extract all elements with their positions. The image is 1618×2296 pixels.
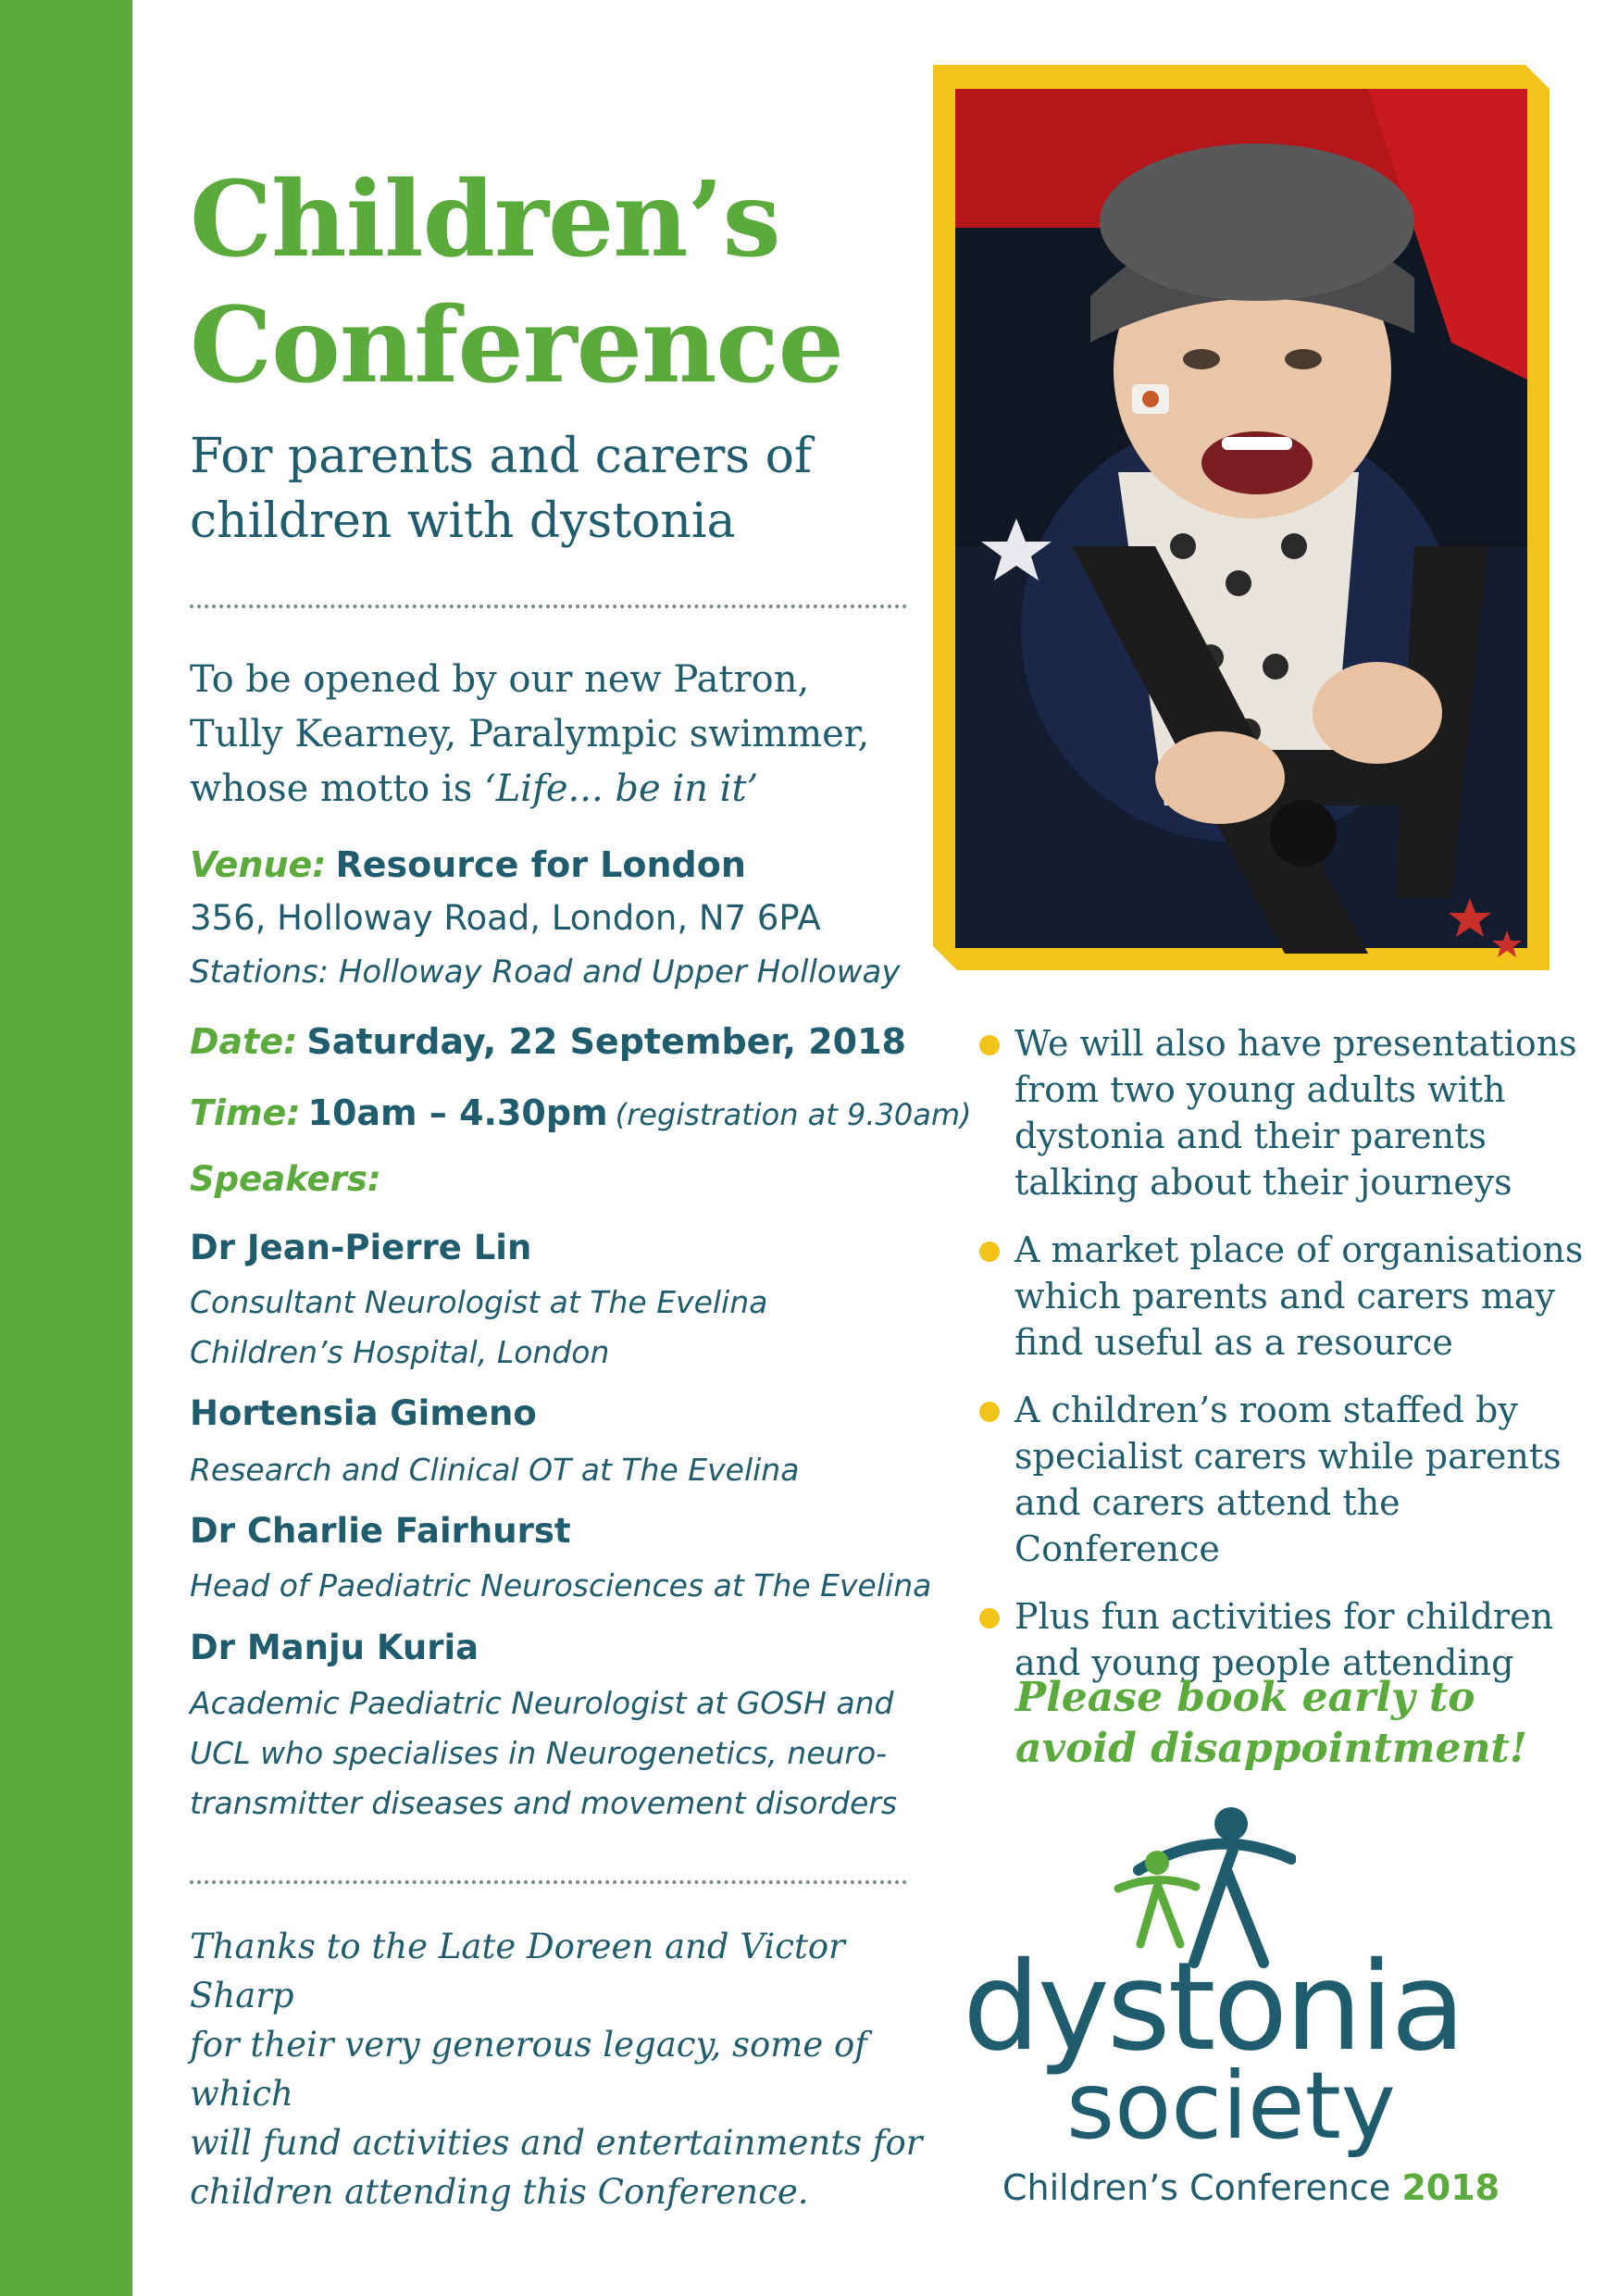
side-color-bar (0, 0, 132, 2296)
date-row (190, 1021, 906, 1062)
notice-line: Please book early to (1015, 1674, 1475, 1721)
opening-line-1: To be opened by our new Patron, (190, 658, 810, 701)
time-note: (registration at 9.30am) (615, 1097, 972, 1132)
thanks-line: children attending this Conference. (190, 2172, 809, 2212)
list-item-line: We will also have presentations (1014, 1023, 1577, 1064)
thanks-paragraph (190, 1922, 949, 2216)
speaker-role (190, 1561, 949, 1611)
logo-caption-text: Children’s Conference (1002, 2167, 1391, 2208)
speaker-role-line: Research and Clinical OT at The Evelina (190, 1452, 800, 1488)
speaker-role-line: UCL who specialises in Neurogenetics, neuro- (190, 1735, 888, 1771)
venue-row (190, 844, 746, 885)
speaker-role (190, 1445, 949, 1495)
time-label: Time: (190, 1092, 301, 1133)
speaker-role-line: Head of Paediatric Neurosciences at The Evelina (190, 1567, 932, 1603)
list-item-line: and young people attending (1014, 1642, 1514, 1683)
time-value: 10am – 4.30pm (307, 1092, 608, 1133)
title-line-1: Children’s (190, 159, 780, 281)
list-item-line: A market place of organisations (1014, 1229, 1584, 1270)
date-label: Date: (190, 1021, 298, 1062)
list-item-line: and carers attend the Conference (1014, 1482, 1400, 1569)
bullet-dot-icon (979, 1242, 1000, 1262)
list-item-line: A children’s room staffed by (1014, 1390, 1518, 1430)
book-early-notice (1015, 1672, 1589, 1774)
opening-paragraph (190, 653, 930, 817)
opening-line-2: Tully Kearney, Paralympic swimmer, (190, 713, 870, 755)
speakers-heading (190, 1159, 381, 1199)
child-photo-icon (933, 65, 1550, 970)
thanks-line: Thanks to the Late Doreen and Victor Sharp (190, 1927, 845, 2015)
list-item (977, 1227, 1588, 1366)
bullet-dot-icon (979, 1608, 1000, 1628)
venue-label: Venue: (190, 844, 327, 885)
opening-line-3 (190, 762, 930, 817)
logo-caption (1002, 2166, 1500, 2209)
list-item-line: from two young adults with (1014, 1069, 1506, 1110)
notice-line: avoid disappointment! (1015, 1725, 1528, 1772)
patron-motto: ‘Life... be in it’ (484, 767, 759, 810)
speaker-role (190, 1278, 949, 1378)
speaker-role-line: Consultant Neurologist at The Evelina (190, 1284, 768, 1320)
speaker-name: Dr Manju Kuria (190, 1628, 479, 1667)
list-item-line: specialist carers while parents (1014, 1436, 1562, 1477)
dystonia-society-logo (963, 1805, 1537, 2213)
page-title (190, 157, 843, 409)
list-item-line: dystonia and their parents (1014, 1116, 1487, 1156)
child-photo (933, 65, 1550, 970)
speaker-name: Dr Charlie Fairhurst (190, 1511, 571, 1551)
time-row (190, 1092, 971, 1133)
speaker-role-line: Academic Paediatric Neurologist at GOSH and (190, 1685, 894, 1721)
page-subtitle (190, 424, 893, 554)
thanks-line: will fund activities and entertainments for (190, 2123, 923, 2163)
subtitle-line-1: For parents and carers of (190, 429, 813, 484)
list-item-line: find useful as a resource (1014, 1322, 1453, 1363)
bullet-dot-icon (979, 1402, 1000, 1422)
logo-word-society: society (1066, 2052, 1396, 2160)
opening-line-3-text: whose motto is (190, 767, 484, 810)
list-item-line: which parents and carers may (1014, 1276, 1555, 1316)
subtitle-line-2: children with dystonia (190, 493, 736, 549)
title-line-2: Conference (190, 285, 843, 406)
speaker-role-line: Children’s Hospital, London (190, 1334, 610, 1370)
speakers-label: Speakers: (190, 1159, 381, 1199)
feature-list (977, 1020, 1588, 1707)
venue-name: Resource for London (335, 844, 746, 885)
date-value: Saturday, 22 September, 2018 (306, 1021, 906, 1062)
bullet-dot-icon (979, 1035, 1000, 1055)
speaker-name: Hortensia Gimeno (190, 1393, 537, 1433)
list-item (977, 1020, 1588, 1205)
list-item (977, 1387, 1588, 1572)
divider-bottom (190, 1880, 907, 1884)
divider-top (190, 605, 907, 608)
venue-address: 356, Holloway Road, London, N7 6PA (190, 898, 821, 938)
speaker-name: Dr Jean-Pierre Lin (190, 1228, 532, 1267)
venue-stations: Stations: Holloway Road and Upper Holloway (190, 954, 901, 991)
logo-word-dystonia: dystonia (963, 1936, 1463, 2078)
thanks-line: for their very generous legacy, some of which (190, 2025, 867, 2114)
list-item-line: Plus fun activities for children (1014, 1596, 1554, 1637)
speaker-role (190, 1678, 949, 1828)
list-item-line: talking about their journeys (1014, 1162, 1512, 1203)
logo-caption-year: 2018 (1401, 2167, 1500, 2208)
speaker-role-line: transmitter diseases and movement disorders (190, 1785, 898, 1821)
